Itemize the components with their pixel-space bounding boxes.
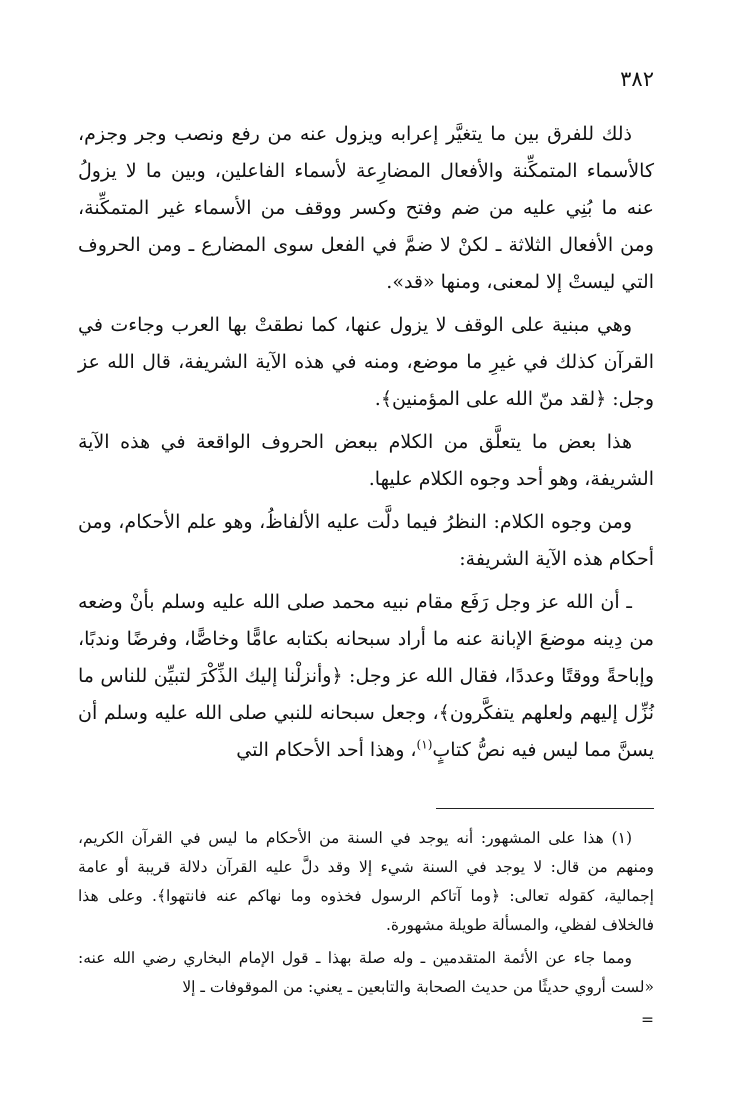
footnote-divider xyxy=(436,808,654,809)
continuation-mark: = xyxy=(641,1011,654,1029)
paragraph-text: ـ أن الله عز وجل رَفَع مقام نبيه محمد صلى الله عليه وسلم بأنْ وضعه من دِينه موضعَ الإبانة عنه ما أراد سبحانه بكتابه عامًّا وخاصًّا، وفرضًا وندبًا، وإباحةً ووقتًا وعددًا، فقال الله عز وجل: ﴿وأنزلْنا إليك الذِّكْرَ لتبيِّن للناس ما نُزِّل إليهم ولعلهم يتفكَّرون﴾، وجعل سبحانه للنبي صلى الله عليه وسلم أن يسنَّ مما ليس فيه نصُّ كتابٍ xyxy=(78,591,654,761)
paragraph: هذا بعض ما يتعلَّق من الكلام ببعض الحروف الواقعة في هذه الآية الشريفة، وهو أحد وجوه الكلام عليها. xyxy=(78,431,654,490)
paragraph-text: ، وهذا أحد الأحكام التي xyxy=(236,739,417,761)
footnote: (١) هذا على المشهور: أنه يوجد في السنة من الأحكام ما ليس في القرآن الكريم، ومنهم من قال: لا يوجد في السنة شيء إلا وقد دلَّ عليه القرآن دلالة قريبة أو عامة إجمالية، كقوله تعالى: ﴿وما آتاكم الرسول فخذوه وما نهاكم عنه فانتهوا﴾. وعلى هذا فالخلاف لفظي، والمسألة طويلة مشهورة. xyxy=(78,829,654,934)
main-text xyxy=(78,116,654,775)
paragraph: ذلك للفرق بين ما يتغيَّر إعرابه ويزول عنه من رفع ونصب وجر وجزم، كالأسماء المتمكِّنة والأفعال المضارِعة لأسماء الفاعلين، وبين ما لا يزولُ عنه ما بُنِي عليه من ضم وفتح وكسر ووقف من الأسماء غير المتمكِّنة، ومن الأفعال الثلاثة ـ لكنْ لا ضمَّ في الفعل سوى المضارع ـ ومن الحروف التي ليستْ إلا لمعنى، ومنها «قد». xyxy=(78,123,654,293)
footnote-marker[interactable]: (١) xyxy=(416,737,433,752)
page-number: ٣٨٢ xyxy=(620,67,654,91)
footnote: ومما جاء عن الأئمة المتقدمين ـ وله صلة بهذا ـ قول الإمام البخاري رضي الله عنه: «لست أروي حديثًا من حديث الصحابة والتابعين ـ يعني: من الموقوفات ـ إلا xyxy=(78,949,654,996)
footnotes xyxy=(78,824,654,1035)
paragraph: ومن وجوه الكلام: النظرُ فيما دلَّت عليه الألفاظُ، وهو علم الأحكام، ومن أحكام هذه الآية الشريفة: xyxy=(78,511,654,570)
paragraph: وهي مبنية على الوقف لا يزول عنها، كما نطقتْ بها العرب وجاءت في القرآن كذلك في غيرِ ما موضع، ومنه في هذه الآية الشريفة، قال الله عز وجل: ﴿لقد منّ الله على المؤمنين﴾. xyxy=(78,314,654,410)
paragraph xyxy=(78,584,654,769)
